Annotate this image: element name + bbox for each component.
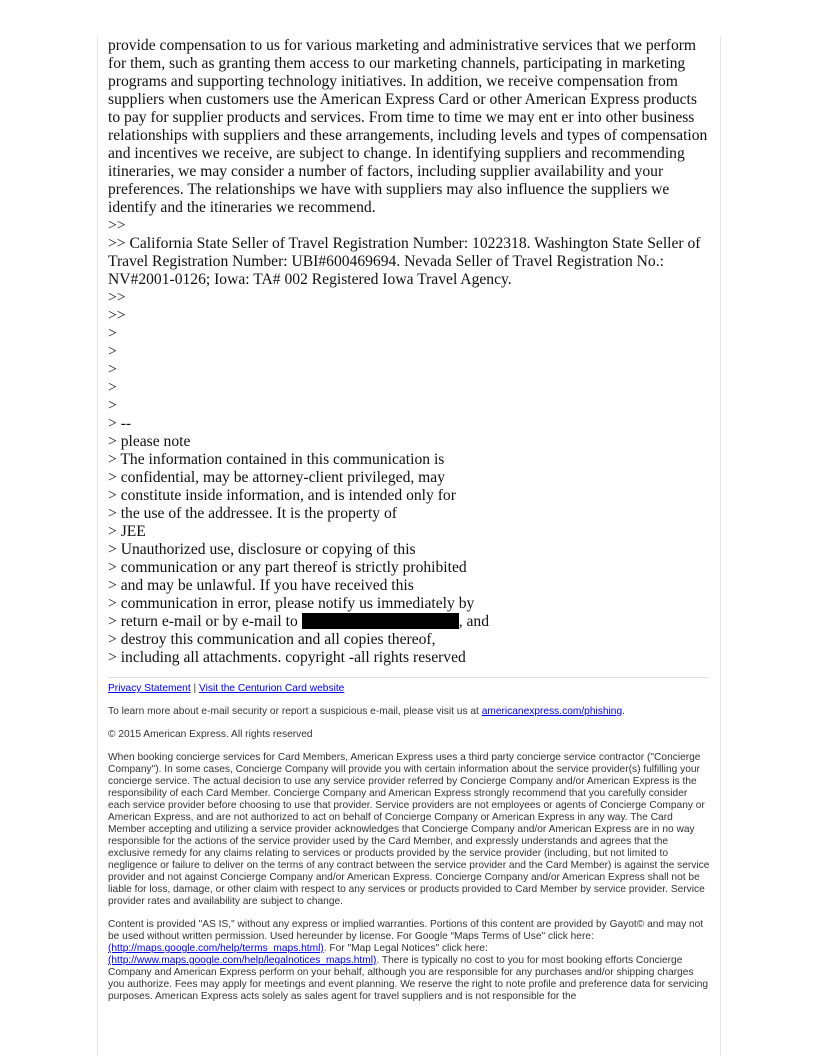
quote-marker: > — [108, 343, 117, 360]
email-body — [108, 37, 712, 667]
quote-marker: > — [108, 325, 117, 342]
notice-line: > please note — [108, 433, 191, 450]
maps-legal-link[interactable]: (http://www.maps.google.com/help/legalnotices_maps.html) — [108, 955, 377, 966]
content-text-c: . There is typically no cost to you for most booking efforts Concierge Company and American Express perform on your behalf, although you are responsible for any purchases and/or shipping charges you authorize. Fees may apply for meetings and event planning. We reserve the right to note profile and preference data for servicing purposes. American Express acts solely as sales agent for travel suppliers and is not responsible for the — [108, 955, 709, 1002]
security-text: To learn more about e-mail security or report a suspicious e-mail, please visit us at — [108, 706, 482, 717]
centurion-card-link[interactable]: Visit the Centurion Card website — [198, 683, 345, 694]
redacted-email-block — [302, 613, 459, 629]
quote-marker: >> — [108, 217, 126, 234]
notice-line: > communication in error, please notify us immediately by — [108, 595, 475, 612]
notice-line: > Unauthorized use, disclosure or copying of this — [108, 541, 416, 558]
quote-marker: > — [108, 361, 117, 378]
security-notice — [108, 706, 710, 718]
footer — [108, 683, 710, 1003]
security-period: . — [622, 706, 625, 717]
confidentiality-notice — [108, 433, 712, 667]
notice-line: > JEE — [108, 523, 146, 540]
content-disclaimer — [108, 919, 710, 1003]
quote-marker: >> — [108, 289, 126, 306]
link-separator: | — [190, 683, 199, 694]
notice-line: > communication or any part thereof is strictly prohibited — [108, 559, 467, 576]
notice-line: > the use of the addressee. It is the property of — [108, 505, 397, 522]
footer-divider — [108, 677, 709, 678]
notice-line: > destroy this communication and all copies thereof, — [108, 631, 436, 648]
return-email-prefix: > return e-mail or by e-mail to — [108, 613, 298, 630]
privacy-statement-link[interactable]: Privacy Statement — [108, 683, 191, 694]
quote-marker: >> — [108, 307, 126, 324]
supplier-compensation-paragraph: provide compensation to us for various marketing and administrative services that we perform for them, such as granting them access to our marketing channels, participating in marketing programs and supporting technology initiatives. In addition, we receive compensation from suppliers when customers use the American Express Card or other American Express products to pay for supplier products and services. From time to time we may ent er into other business relationships with suppliers and these arrangements, including levels and types of compensation and incentives we receive, are subject to change. In identifying suppliers and recommending itineraries, we may consider a number of factors, including supplier availability and your preferences. The relationships we have with suppliers may also influence the suppliers we identify and the itineraries we recommend. — [108, 37, 708, 216]
notice-line: > and may be unlawful. If you have received this — [108, 577, 414, 594]
concierge-disclaimer: When booking concierge services for Card Members, American Express uses a third party concierge service contractor ("Concierge Company"). In some cases, Concierge Company will provide you with certain information about the service provider(s) fulfilling your concierge service. The actual decision to use any service provider referred by Concierge Company and/or American Express is the responsibility of each Card Member. Concierge Company and American Express strongly recommend that you carefully consider each service provider before choosing to use that provider. Service providers are not employees or agents of Concierge Company or American Express, and are not authorized to act on behalf of Concierge Company or American Express in any way. The Card Member accepting and utilizing a service provider acknowledges that Concierge Company and/or American Express are in no way responsible for the actions of the service provider used by the Card Member, and expressly understands and agrees that the exclusive remedy for any claims relating to services or products provided by the service provider (including, but not limited to negligence or failure to deliver on the terms of any contract between the service provider and the Card Member) is against the service provider and not against Concierge Company and/or American Express. Concierge Company and/or American Express shall not be liable for loss, damage, or other claim with respect to any services or products provided to Card Member by service provider. Service provider rates and availability are subject to change. — [108, 752, 710, 907]
footer-links — [108, 683, 710, 695]
quote-marker: > — [108, 397, 117, 414]
notice-line: > including all attachments. copyright -all rights reserved — [108, 649, 466, 666]
notice-line: > The information contained in this communication is — [108, 451, 445, 468]
seller-of-travel-paragraph: >> California State Seller of Travel Registration Number: 1022318. Washington State Seller of Travel Registration Number: UBI#600469694. Nevada Seller of Travel Registration No.: NV#2001-0126; Iowa: TA# 002 Registered Iowa Travel Agency. — [108, 235, 701, 288]
quote-marker: > — [108, 379, 117, 396]
content-text-a: Content is provided "AS IS," without any express or implied warranties. Portions of this content are provided by Gayot© and may not be used without written permission. Used hereunder by license. For Google “Maps Terms of Use" click here: — [108, 919, 704, 942]
return-email-suffix: , and — [458, 613, 490, 630]
notice-line: > confidential, may be attorney-client privileged, may — [108, 469, 446, 486]
phishing-link[interactable]: americanexpress.com/phishing — [481, 706, 623, 717]
maps-terms-link[interactable]: (http://maps.google.com/help/terms_maps.html) — [108, 943, 324, 954]
signature-separator: > -- — [108, 415, 132, 432]
content-text-b: . For "Map Legal Notices" click here: — [323, 943, 488, 954]
notice-line-return-email — [108, 613, 712, 631]
copyright-text: © 2015 American Express. All rights reserved — [108, 729, 313, 740]
notice-line: > constitute inside information, and is intended only for — [108, 487, 456, 504]
